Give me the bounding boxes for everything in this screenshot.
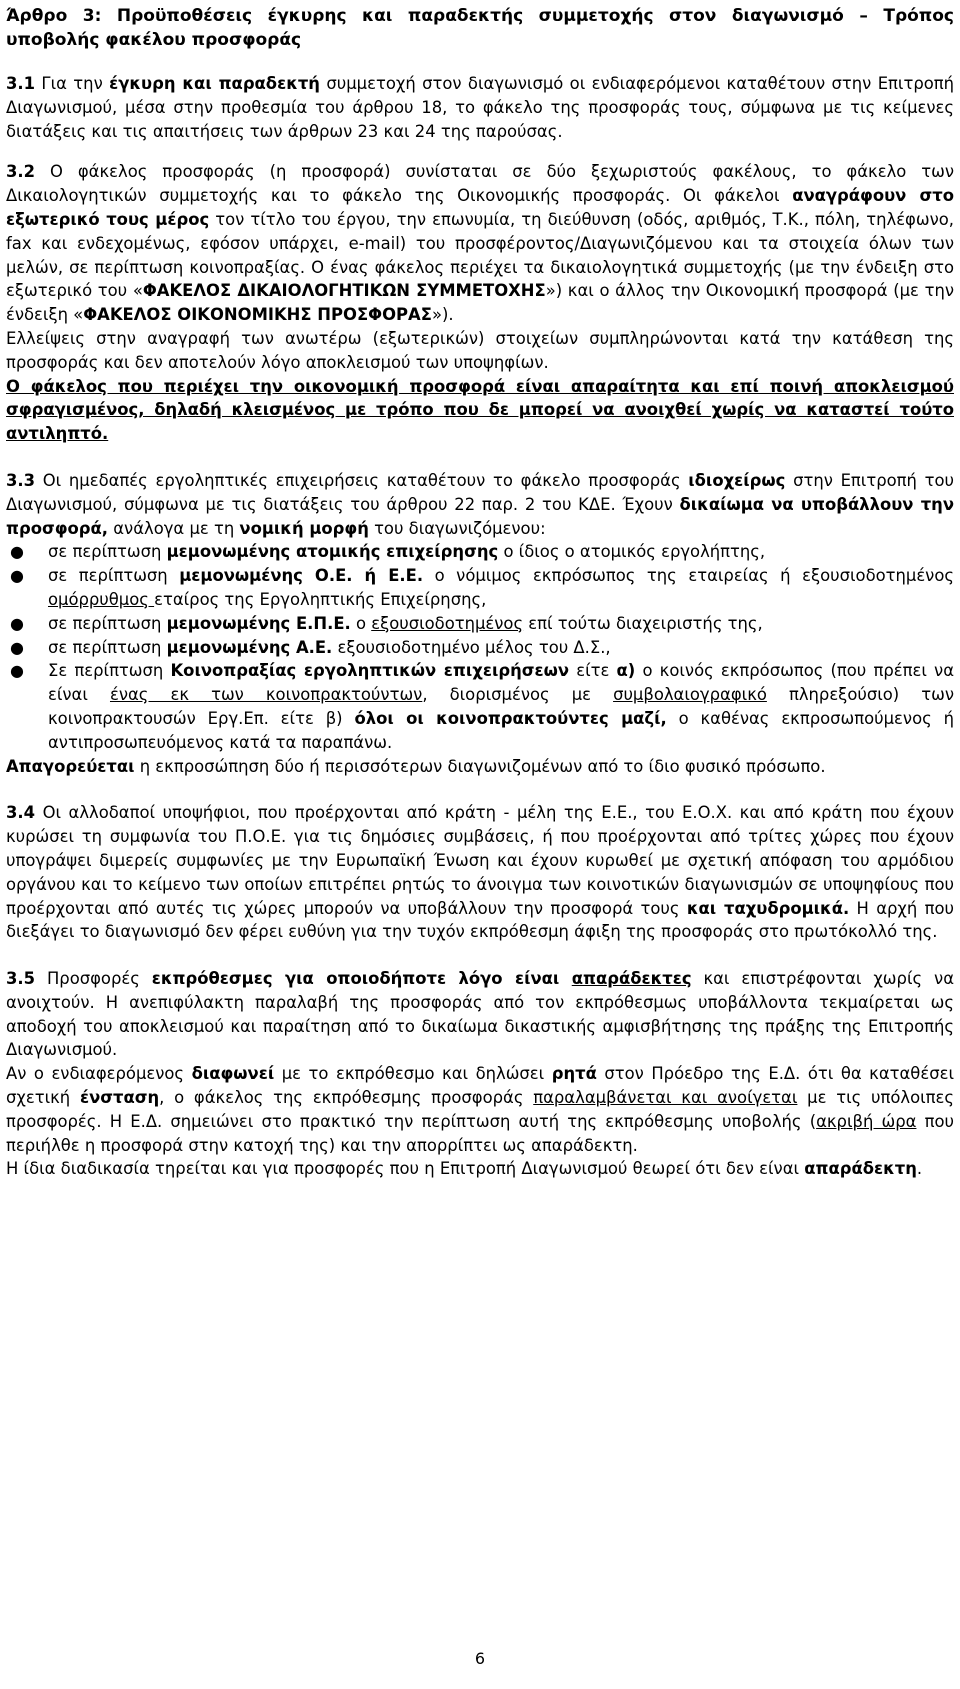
section-3-2-paragraph-2: Ελλείψεις στην αναγραφή των ανωτέρω (εξωτερικών) στοιχείων συμπληρώνονται κατά την κατάθεση της προσφοράς και δεν αποτελούν λόγο αποκλεισμού των υποψηφίων. (6, 328, 954, 372)
section-3-1: 3.1 Για την έγκυρη και παραδεκτή συμμετοχή στον διαγωνισμό οι ενδιαφερόμενοι καταθέτουν στην Επιτροπή Διαγωνισμού, μέσα στην προθεσμία του άρθρου 18, το φάκελο της προσφοράς τους, σύμφωνα με τις κείμενες διατάξεις και τις απαιτήσεις των άρθρων 23 και 24 της παρούσας. (6, 74, 955, 141)
list-item: ● σε περίπτωση μεμονωμένης Ε.Π.Ε. ο εξουσιοδοτημένος επί τούτω διαχειριστής της, (6, 612, 954, 636)
section-number: 3.4 (6, 803, 36, 823)
section-3-5: 3.5 Προσφορές εκπρόθεσμες για οποιοδήποτε λόγο είναι απαράδεκτες και επιστρέφονται χωρίς να ανοιχτούν. Η ανεπιφύλακτη παραλαβή της προσφοράς από τον εκπρόθεσμως υποβάλλοντα τεκμαίρεται ως αποδοχή του αποκλεισμού και παραίτηση από το δικαίωμα δικαστικής αμφισβήτησης της πράξης της Επιτροπής Διαγωνισμού. (6, 969, 954, 1060)
page-number: 6 (474, 1649, 486, 1668)
section-number: 3.3 (6, 470, 36, 490)
section-3-5-paragraph-3: Η ίδια διαδικασία τηρείται και για προσφορές που η Επιτροπή Διαγωνισμού θεωρεί ότι δεν είναι απαράδεκτη. (6, 1159, 923, 1179)
bullet-icon: ● (10, 542, 24, 562)
list-item: ● Σε περίπτωση Κοινοπραξίας εργοληπτικών επιχειρήσεων είτε α) ο κοινός εκπρόσωπος (που πρέπει να είναι ένας εκ των κοινοπρακτούντων, διορισμένος με συμβολαιογραφικό πληρεξούσιο) των κοινοπρακτουσών Εργ.Επ. είτε β) όλοι οι κοινοπρακτούντες μαζί, ο καθένας εκπροσωπούμενος ή αντιπροσωπευόμενος κατά τα παραπάνω. (10, 661, 955, 752)
bullet-icon: ● (10, 566, 24, 586)
list-item: ● σε περίπτωση μεμονωμένης Ο.Ε. ή Ε.Ε. ο νόμιμος εκπρόσωπος της εταιρείας ή εξουσιοδοτημένος ομόρρυθμος εταίρος της Εργοληπτικής Επιχείρησης, (10, 566, 954, 609)
section-number: 3.2 (6, 162, 36, 182)
bullet-icon: ● (10, 661, 24, 681)
section-number: 3.1 (6, 74, 36, 93)
bullet-icon: ● (10, 613, 24, 633)
bullet-icon: ● (10, 637, 24, 657)
list-item: ● σε περίπτωση μεμονωμένης Α.Ε. εξουσιοδοτημένο μέλος του Δ.Σ., (6, 636, 954, 660)
list-item: ● σε περίπτωση μεμονωμένης ατομικής επιχείρησης ο ίδιος ο ατομικός εργολήπτης, (6, 540, 954, 564)
section-3-3-paragraph-2: Απαγορεύεται η εκπροσώπηση δύο ή περισσότερων διαγωνιζομένων από το ίδιο φυσικό πρόσωπο. (6, 756, 826, 776)
section-3-2: 3.2 Ο φάκελος προσφοράς (η προσφορά) συνίσταται σε δύο ξεχωριστούς φακέλους, το φάκελο των Δικαιολογητικών συμμετοχής και το φάκελο της Οικονομικής προσφοράς. Οι φάκελοι αναγράφουν στο εξωτερικό τους μέρος τον τίτλο του έργου, την επωνυμία, τη διεύθυνση (οδός, αριθμός, Τ.Κ., πόλη, τηλέφωνο, fax και ενδεχομένως, εφόσον υπάρχει, e-mail) του προσφέροντος/Διαγωνιζόμενου και τα στοιχεία όλων των μελών, σε περίπτωση κοινοπραξίας. Ο ένας φάκελος περιέχει τα δικαιολογητικά συμμετοχής (με την ένδειξη στο εξωτερικό του «ΦΑΚΕΛΟΣ ΔΙΚΑΙΟΛΟΓΗΤΙΚΩΝ ΣΥΜΜΕΤΟΧΗΣ») και ο άλλος την Οικονομική προσφορά (με την ένδειξη «ΦΑΚΕΛΟΣ ΟΙΚΟΝΟΜΙΚΗΣ ΠΡΟΣΦΟΡΑΣ»). (6, 162, 954, 325)
section-number: 3.5 (6, 969, 36, 989)
bullet-list (6, 540, 954, 754)
section-3-5-paragraph-2: Αν ο ενδιαφερόμενος διαφωνεί με το εκπρόθεσμο και δηλώσει ρητά στον Πρόεδρο της Ε.Δ. ότι θα καταθέσει σχετική ένσταση, ο φάκελος της εκπρόθεσμης προσφοράς παραλαμβάνεται και ανοίγεται με τις υπόλοιπες προσφορές. Η Ε.Δ. σημειώνει στο πρακτικό την περίπτωση αυτή της εκπρόθεσμης υποβολής (ακριβή ώρα που περιήλθε η προσφορά στην κατοχή της) και την απορρίπτει ως απαράδεκτη. (6, 1064, 955, 1155)
section-3-3: 3.3 Οι ημεδαπές εργοληπτικές επιχειρήσεις καταθέτουν το φάκελο προσφοράς ιδιοχείρως στην Επιτροπή του Διαγωνισμού, σύμφωνα με τις διατάξεις του άρθρου 22 παρ. 2 του ΚΔΕ. Έχουν δικαίωμα να υποβάλλουν την προσφορά, ανάλογα με τη νομική μορφή του διαγωνιζόμενου: (6, 470, 954, 538)
section-3-4: 3.4 Οι αλλοδαποί υποψήφιοι, που προέρχονται από κράτη - μέλη της Ε.Ε., του Ε.Ο.Χ. και από κράτη που έχουν κυρώσει τη συμφωνία του Π.Ο.Ε. για τις δημόσιες συμβάσεις, ή που προέρχονται από τρίτες χώρες που έχουν υπογράψει διμερείς συμφωνίες με την Ευρωπαϊκή Ένωση και έχουν κυρωθεί με σχετική απόφαση του αρμόδιου οργάνου και το κείμενο των οποίων επιτρέπει ρητώς το άνοιγμα των κοινοτικών διαγωνισμών σε υποψηφίους που προέρχονται από αυτές τις χώρες μπορούν να υποβάλλουν την προσφορά τους και ταχυδρομικά. Η αρχή που διεξάγει το διαγωνισμό δεν φέρει ευθύνη για την τυχόν εκπρόθεσμη άφιξη της προσφοράς στο πρωτόκολλό της. (6, 803, 954, 942)
article-heading: Άρθρο 3: Προϋποθέσεις έγκυρης και παραδεκτής συμμετοχής στον διαγωνισμό – Τρόπος υποβολής φακέλου προσφοράς (6, 6, 954, 50)
section-3-2-paragraph-3: Ο φάκελος που περιέχει την οικονομική προσφορά είναι απαραίτητα και επί ποινή αποκλεισμού σφραγισμένος, δηλαδή κλεισμένος με τρόπο που δε μπορεί να ανοιχθεί χωρίς να καταστεί τούτο αντιληπτό. (6, 376, 954, 444)
